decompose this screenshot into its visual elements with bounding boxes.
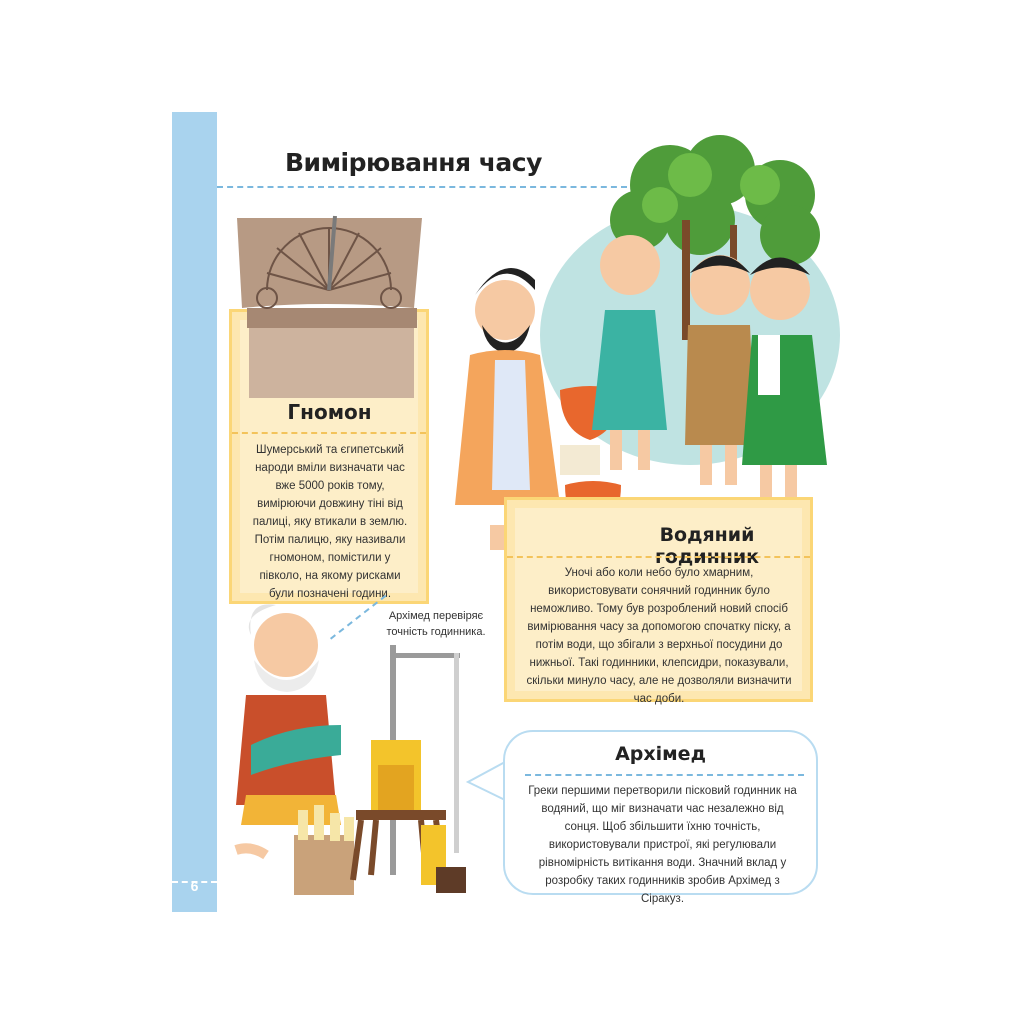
greek-people-illustration bbox=[460, 125, 840, 555]
speech-bubble-tail bbox=[468, 762, 508, 802]
archimedes-caption: Архімед перевіряє точність годинника. bbox=[386, 610, 486, 638]
page-spine-strip bbox=[172, 112, 217, 912]
water-clock-title-divider bbox=[507, 556, 810, 558]
archimedes-text: Греки першими перетворили пісковий годинник на водяний, що міг визначати час незалежно від сонця. Щоб збільшити їхню точність, використовували пристрої, які регулювали рівномірність витікання води. Значний вклад у розробку таких годинників зробив Архімед з Сіракуз. bbox=[528, 785, 797, 905]
water-clock-text: Уночі або коли небо було хмарним, використовувати сонячний годинник було неможливо. Тому був розроблений новий спосіб вимірювання часу за допомогою спочатку піску, а потім води, що збігали з верхньої посудини до нижньої. Такі годинники, клепсидри, показували, скільки минуло часу, але не дозволяли визначити час доби. bbox=[526, 567, 792, 705]
archimedes-title-divider bbox=[525, 774, 804, 776]
water-clock-title: Водяний годинник bbox=[654, 524, 760, 568]
gnomon-text: Шумерський та єгипетський народи вміли визначати час вже 5000 років тому, вимірюючи довжину тіні від палиці, яку втикали в землю. Потім палицю, яку називали гномоном, помістили у півколо, на якому рисками були позначені години. bbox=[252, 444, 408, 600]
page-title: Вимірювання часу bbox=[285, 148, 542, 177]
archimedes-illustration bbox=[226, 605, 476, 895]
sundial-stone-image bbox=[237, 208, 422, 398]
gnomon-title-divider bbox=[232, 432, 426, 434]
archimedes-title: Архімед bbox=[615, 743, 706, 765]
page-number: 6 bbox=[190, 878, 199, 894]
archimedes-speech-bubble bbox=[503, 730, 818, 905]
gnomon-title: Гномон bbox=[287, 400, 372, 424]
